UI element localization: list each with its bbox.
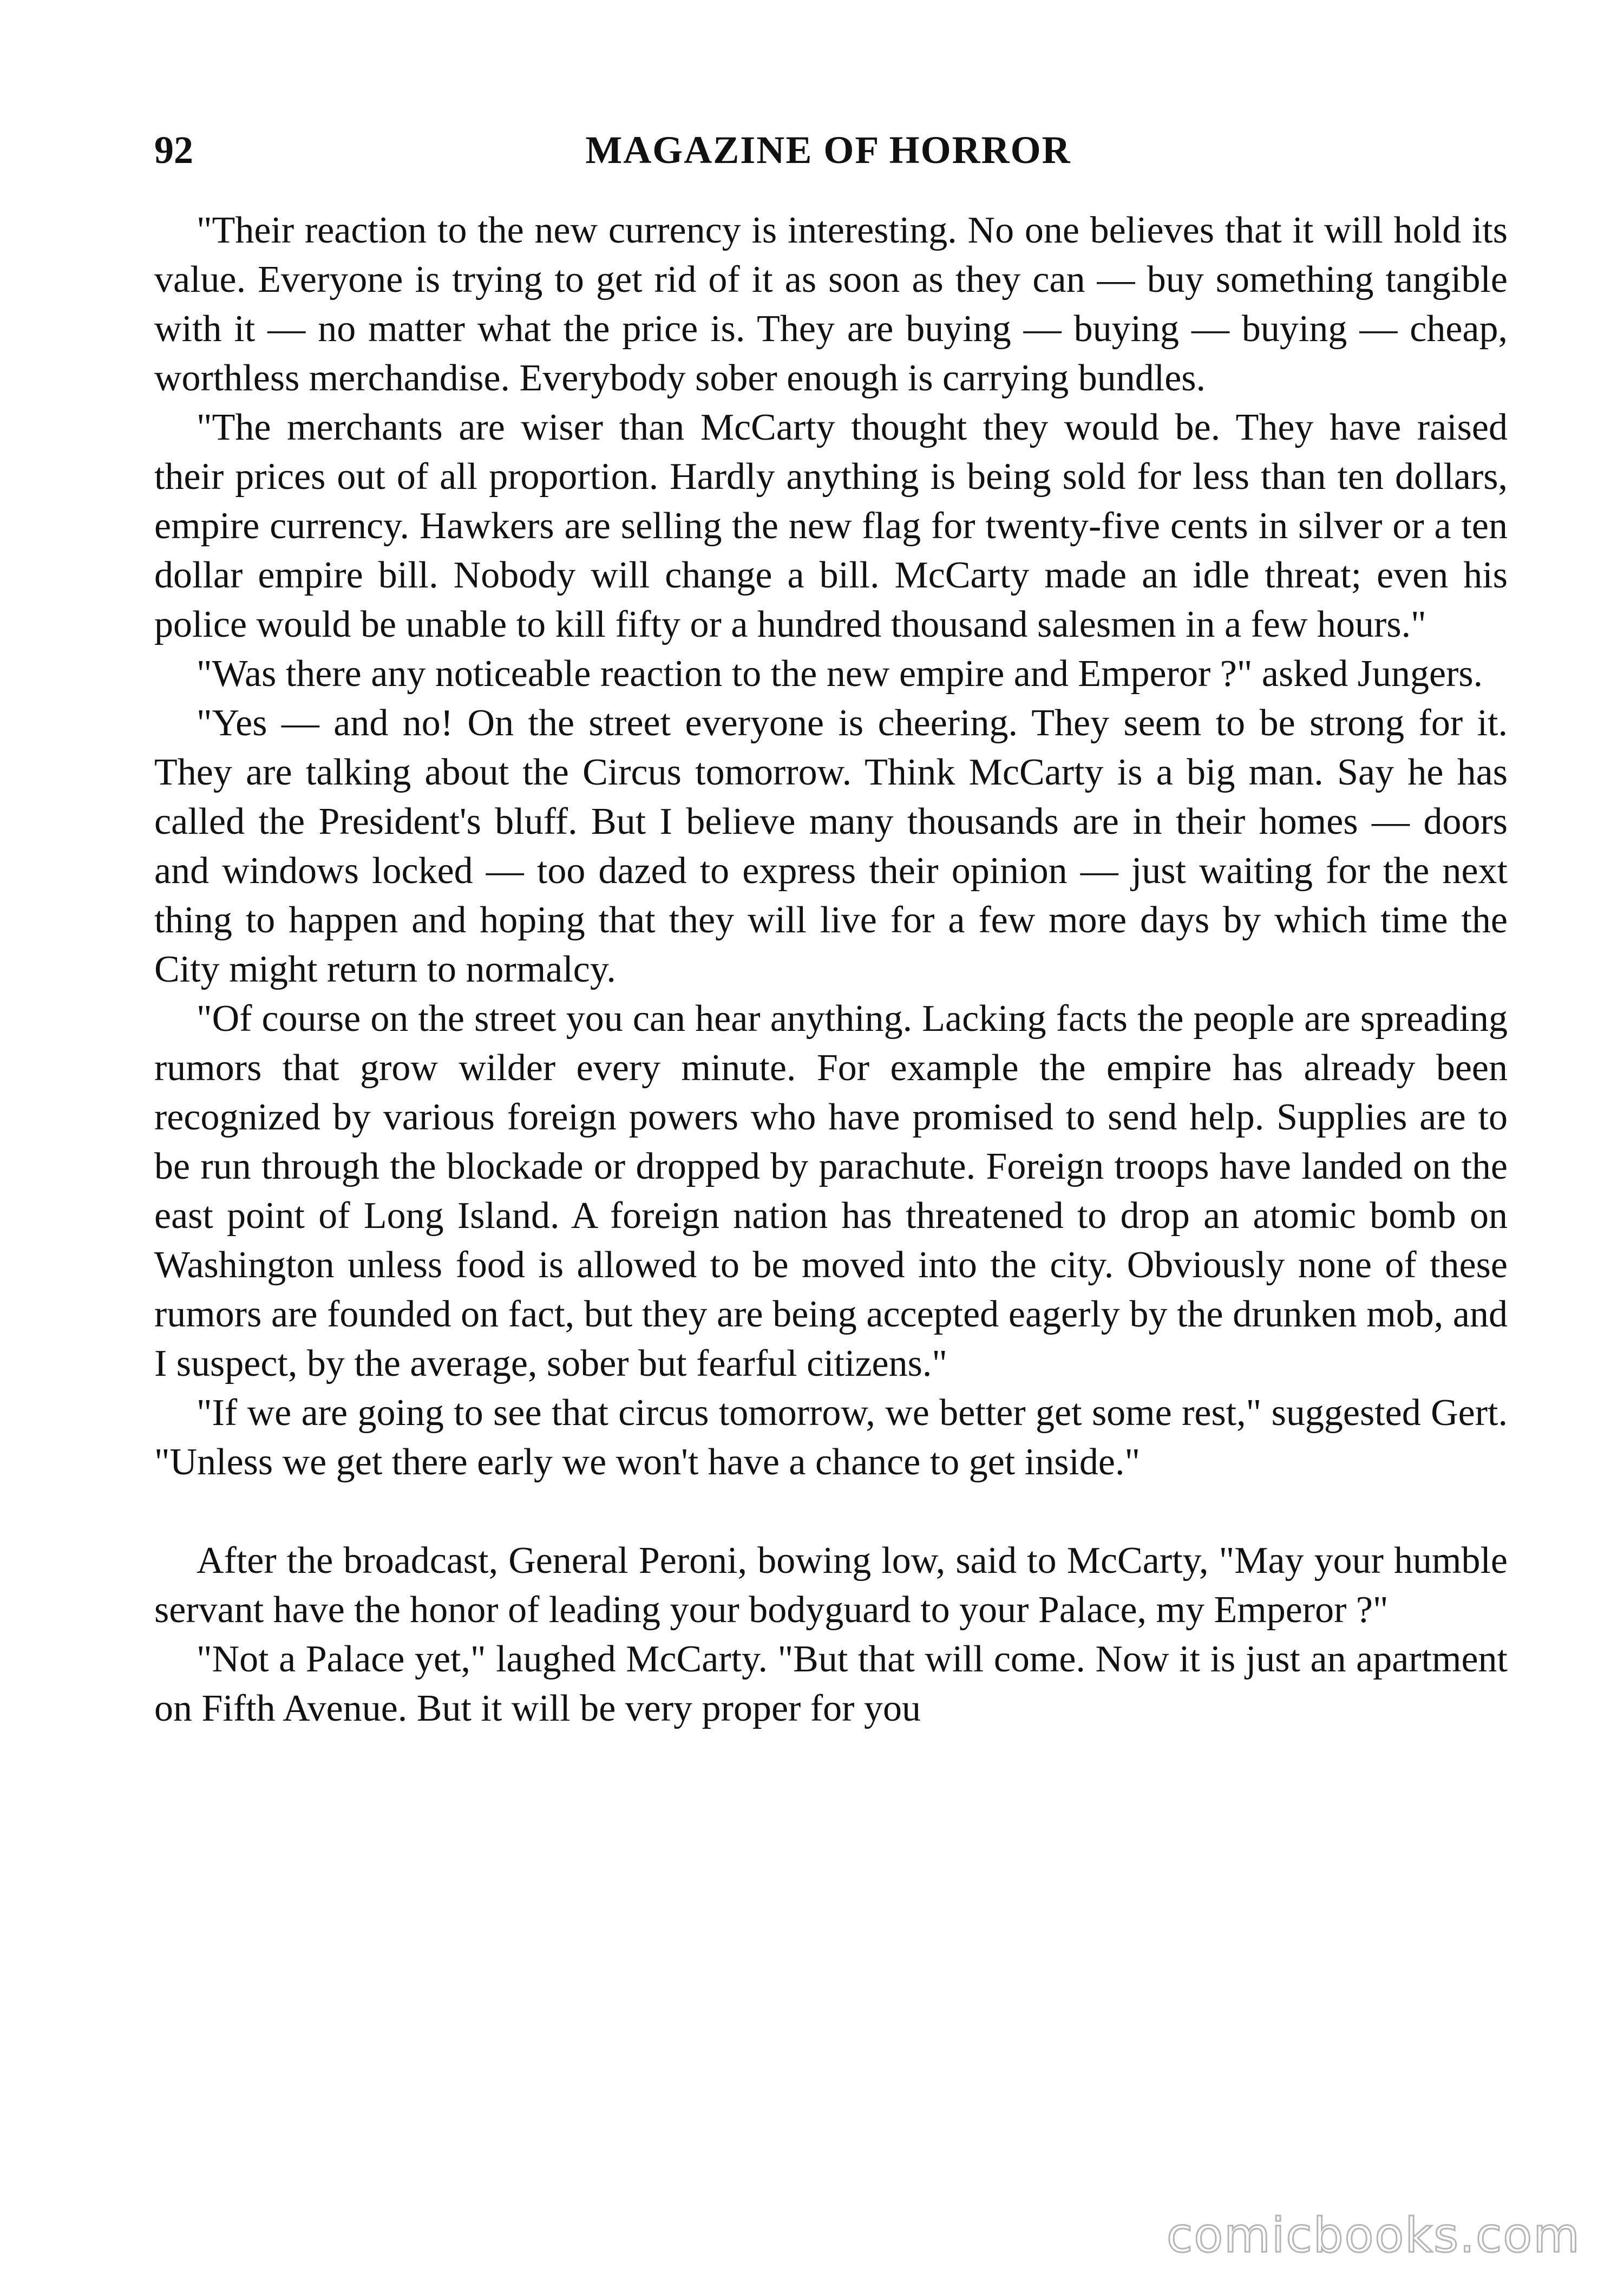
paragraph: "Not a Palace yet," laughed McCarty. "But that will come. Now it is just an apartment on Fifth Avenue. But it will be very proper for you (154, 1638, 1508, 1729)
paragraph: "Yes — and no! On the street everyone is cheering. They seem to be strong for it. They are talking about the Circus tomorrow. Think McCarty is a big man. Say he has called the President's bluff. But I believe many thousands are in their homes — doors and windows locked — too dazed to express their opinion — just waiting for the next thing to happen and hoping that they will live for a few more days by which time the City might return to normalcy. (154, 702, 1508, 990)
page-number: 92 (154, 128, 193, 172)
paragraph: After the broadcast, General Peroni, bowing low, said to McCarty, "May your humble servant have the honor of leading your bodyguard to your Palace, my Emperor ?" (154, 1540, 1508, 1631)
paragraph: "Their reaction to the new currency is interesting. No one believes that it will hold its value. Everyone is trying to get rid of it as soon as they can — buy something tangible with it — no matter what the price is. They are buying — buying — buying — cheap, worthless merchandise. Everybody sober enough is carrying bundles. (154, 210, 1508, 399)
body-text (154, 206, 1508, 1733)
page-header (154, 128, 1470, 187)
running-title: MAGAZINE OF HORROR (585, 128, 1071, 172)
watermark: comicbooks.com (1166, 2207, 1581, 2263)
paragraph: "Was there any noticeable reaction to the new empire and Emperor ?" asked Jungers. (197, 653, 1483, 695)
paragraph: "The merchants are wiser than McCarty thought they would be. They have raised their prices out of all proportion. Hardly anything is being sold for less than ten dollars, empire currency. Hawkers are selling the new flag for twenty-five cents in silver or a ten dollar empire bill. Nobody will change a bill. McCarty made an idle threat; even his police would be unable to kill fifty or a hundred thousand salesmen in a few hours." (154, 407, 1508, 645)
paragraph: "If we are going to see that circus tomorrow, we better get some rest," suggested Gert. "Unless we get there early we won't have a chance to get inside." (154, 1392, 1508, 1483)
paragraph: "Of course on the street you can hear anything. Lacking facts the people are spreading rumors that grow wilder every minute. For example the empire has already been recognized by various foreign powers who have promised to send help. Supplies are to be run through the blockade or dropped by parachute. Foreign troops have landed on the east point of Long Island. A foreign nation has threatened to drop an atomic bomb on Washington unless food is allowed to be moved into the city. Obviously none of these rumors are founded on fact, but they are being accepted eagerly by the drunken mob, and I suspect, by the average, sober but fearful citizens." (154, 998, 1508, 1384)
